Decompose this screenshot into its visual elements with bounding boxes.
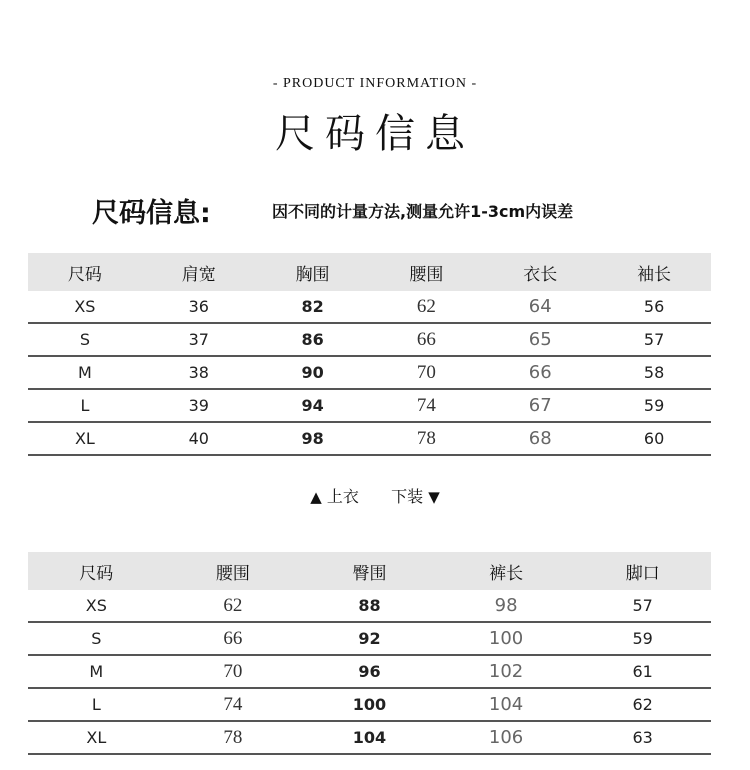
- hip-cell: 88: [301, 590, 438, 622]
- table-row: [28, 356, 711, 389]
- waist-cell: 62: [165, 590, 302, 622]
- shoulder-cell: 36: [142, 291, 256, 323]
- size-cell: M: [28, 655, 165, 688]
- length-cell: 68: [483, 422, 597, 455]
- shoulder-cell: 39: [142, 389, 256, 422]
- triangle-down-icon: ▼: [428, 488, 440, 506]
- chest-cell: 82: [256, 291, 370, 323]
- chest-cell: 94: [256, 389, 370, 422]
- hip-cell: 100: [301, 688, 438, 721]
- table-row: [28, 323, 711, 356]
- size-cell: XS: [28, 590, 165, 622]
- shoulder-cell: 40: [142, 422, 256, 455]
- sleeve-cell: 56: [597, 291, 711, 323]
- pants-length-cell: 106: [438, 721, 575, 754]
- waist-cell: 78: [165, 721, 302, 754]
- header-waist: 腰围: [369, 253, 483, 291]
- bottom-wear-label: 下装: [391, 487, 424, 506]
- waist-cell: 62: [369, 291, 483, 323]
- size-cell: L: [28, 389, 142, 422]
- size-cell: S: [28, 622, 165, 655]
- length-cell: 65: [483, 323, 597, 356]
- header-size: 尺码: [28, 552, 165, 590]
- sleeve-cell: 58: [597, 356, 711, 389]
- size-cell: L: [28, 688, 165, 721]
- leg-opening-cell: 59: [574, 622, 711, 655]
- page-title: 尺码信息: [275, 111, 475, 157]
- top-size-table: [28, 253, 711, 456]
- size-cell: S: [28, 323, 142, 356]
- header-shoulder: 肩宽: [142, 253, 256, 291]
- waist-cell: 70: [369, 356, 483, 389]
- table-row: [28, 655, 711, 688]
- header-waist: 腰围: [165, 552, 302, 590]
- shoulder-cell: 37: [142, 323, 256, 356]
- length-cell: 67: [483, 389, 597, 422]
- table-header-row: [28, 552, 711, 590]
- table-row: [28, 622, 711, 655]
- leg-opening-cell: 63: [574, 721, 711, 754]
- chest-cell: 98: [256, 422, 370, 455]
- header-size: 尺码: [28, 253, 142, 291]
- pants-length-cell: 98: [438, 590, 575, 622]
- leg-opening-cell: 57: [574, 590, 711, 622]
- table-row: [28, 389, 711, 422]
- size-cell: M: [28, 356, 142, 389]
- leg-opening-cell: 61: [574, 655, 711, 688]
- table-row: [28, 422, 711, 455]
- top-wear-label: 上衣: [326, 487, 359, 506]
- size-cell: XL: [28, 721, 165, 754]
- table-row: [28, 590, 711, 622]
- length-cell: 64: [483, 291, 597, 323]
- product-information-subtitle: - PRODUCT INFORMATION -: [272, 76, 478, 91]
- header-pants-length: 裤长: [438, 552, 575, 590]
- table-header-row: [28, 253, 711, 291]
- waist-cell: 74: [165, 688, 302, 721]
- length-cell: 66: [483, 356, 597, 389]
- hip-cell: 96: [301, 655, 438, 688]
- measurement-note: 因不同的计量方法,测量允许1-3cm内误差: [272, 202, 574, 221]
- table-row: [28, 721, 711, 754]
- chest-cell: 90: [256, 356, 370, 389]
- header-length: 衣长: [483, 253, 597, 291]
- table-row: [28, 688, 711, 721]
- size-cell: XL: [28, 422, 142, 455]
- waist-cell: 66: [369, 323, 483, 356]
- waist-cell: 70: [165, 655, 302, 688]
- sleeve-cell: 59: [597, 389, 711, 422]
- waist-cell: 78: [369, 422, 483, 455]
- pants-length-cell: 102: [438, 655, 575, 688]
- sleeve-cell: 57: [597, 323, 711, 356]
- chest-cell: 86: [256, 323, 370, 356]
- size-cell: XS: [28, 291, 142, 323]
- section-label: 尺码信息:: [92, 198, 211, 229]
- header-hip: 臀围: [301, 552, 438, 590]
- hip-cell: 92: [301, 622, 438, 655]
- waist-cell: 74: [369, 389, 483, 422]
- header-sleeve: 袖长: [597, 253, 711, 291]
- sleeve-cell: 60: [597, 422, 711, 455]
- shoulder-cell: 38: [142, 356, 256, 389]
- header-leg-opening: 脚口: [574, 552, 711, 590]
- top-bottom-divider: [0, 484, 750, 507]
- bottom-size-table: [28, 552, 711, 755]
- waist-cell: 66: [165, 622, 302, 655]
- triangle-up-icon: ▲: [310, 488, 322, 506]
- pants-length-cell: 100: [438, 622, 575, 655]
- leg-opening-cell: 62: [574, 688, 711, 721]
- table-row: [28, 291, 711, 323]
- header-chest: 胸围: [256, 253, 370, 291]
- hip-cell: 104: [301, 721, 438, 754]
- pants-length-cell: 104: [438, 688, 575, 721]
